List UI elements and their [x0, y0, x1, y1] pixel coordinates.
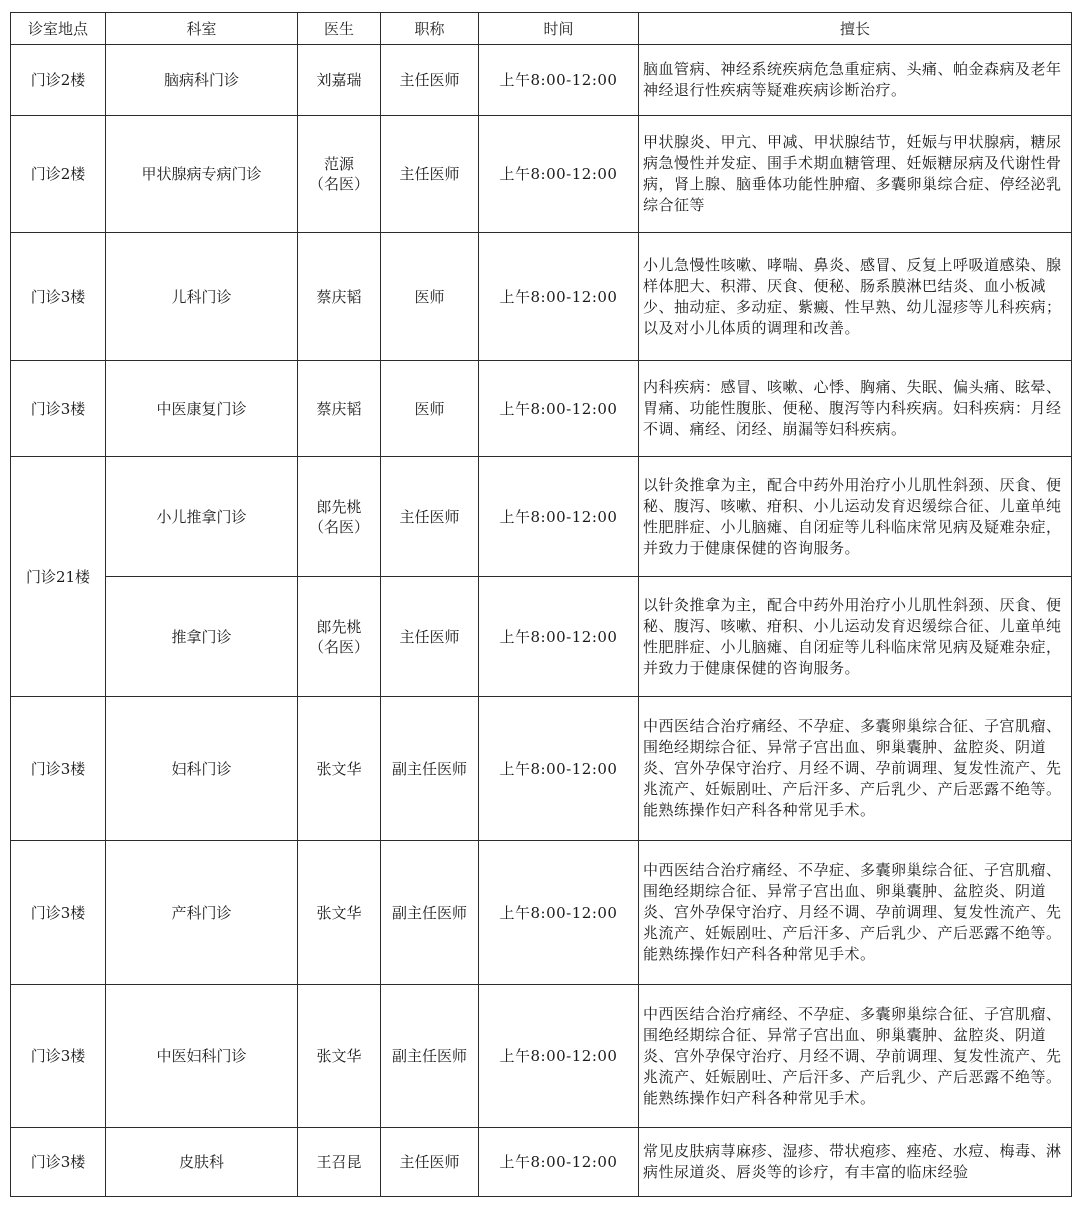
cell-location: 门诊3楼 [11, 233, 106, 361]
cell-doctor [298, 116, 381, 233]
cell-doctor [298, 361, 381, 457]
header-specialty: 擅长 [639, 13, 1072, 45]
doctor-name: 张文华 [316, 759, 362, 778]
cell-department: 甲状腺病专病门诊 [106, 116, 298, 233]
cell-department: 产科门诊 [106, 841, 298, 985]
table-row [11, 1128, 1072, 1197]
cell-title: 主任医师 [381, 116, 479, 233]
table-row [11, 233, 1072, 361]
table-row [11, 45, 1072, 116]
cell-specialty: 脑血管病、神经系统疾病危急重症病、头痛、帕金森病及老年神经退行性疾病等疑难疾病诊断治疗。 [639, 45, 1072, 116]
header-doctor: 医生 [298, 13, 381, 45]
cell-title: 主任医师 [381, 457, 479, 577]
cell-time: 上午8:00-12:00 [479, 697, 639, 841]
table-row [11, 361, 1072, 457]
doctor-name: 蔡庆韬 [316, 287, 362, 306]
cell-location-merged: 门诊21楼 [11, 457, 106, 697]
doctor-name: 郎先桃 [316, 497, 362, 516]
cell-title: 主任医师 [381, 577, 479, 697]
cell-doctor [298, 841, 381, 985]
header-title: 职称 [381, 13, 479, 45]
cell-specialty: 中西医结合治疗痛经、不孕症、多囊卵巢综合征、子宫肌瘤、围绝经期综合征、异常子宫出血、卵巢囊肿、盆腔炎、阴道炎、宫外孕保守治疗、月经不调、孕前调理、复发性流产、先兆流产、妊娠剧吐、产后汗多、产后乳少、产后恶露不绝等。能熟练操作妇产科各种常见手术。 [639, 697, 1072, 841]
doctor-name: 范源 [323, 155, 354, 173]
cell-specialty: 甲状腺炎、甲亢、甲减、甲状腺结节，妊娠与甲状腺病，糖尿病急慢性并发症、围手术期血糖管理、妊娠糖尿病及代谢性骨病，肾上腺、脑垂体功能性肿瘤、多囊卵巢综合症、停经泌乳综合征等 [639, 116, 1072, 233]
cell-doctor [298, 985, 381, 1128]
cell-department: 推拿门诊 [106, 577, 298, 697]
cell-title: 副主任医师 [381, 841, 479, 985]
header-department: 科室 [106, 13, 298, 45]
cell-location: 门诊3楼 [11, 1128, 106, 1197]
cell-department: 小儿推拿门诊 [106, 457, 298, 577]
cell-doctor [298, 45, 381, 116]
cell-department: 皮肤科 [106, 1128, 298, 1197]
cell-time: 上午8:00-12:00 [479, 361, 639, 457]
cell-department: 儿科门诊 [106, 233, 298, 361]
cell-title: 主任医师 [381, 1128, 479, 1197]
cell-doctor [298, 233, 381, 361]
cell-department: 中医康复门诊 [106, 361, 298, 457]
cell-location: 门诊3楼 [11, 361, 106, 457]
doctor-name: 蔡庆韬 [316, 399, 362, 418]
cell-specialty: 小儿急慢性咳嗽、哮喘、鼻炎、感冒、反复上呼吸道感染、腺样体肥大、积滞、厌食、便秘、肠系膜淋巴结炎、血小板减少、抽动症、多动症、紫癜、性早熟、幼儿湿疹等儿科疾病；以及对小儿体质的调理和改善。 [639, 233, 1072, 361]
cell-specialty: 内科疾病：感冒、咳嗽、心悸、胸痛、失眠、偏头痛、眩晕、胃痛、功能性腹胀、便秘、腹泻等内科疾病。妇科疾病：月经不调、痛经、闭经、崩漏等妇科疾病。 [639, 361, 1072, 457]
cell-location: 门诊3楼 [11, 841, 106, 985]
cell-time: 上午8:00-12:00 [479, 577, 639, 697]
cell-title: 医师 [381, 233, 479, 361]
cell-doctor [298, 457, 381, 577]
cell-location: 门诊3楼 [11, 985, 106, 1128]
famous-doctor-tag: （名医） [308, 637, 369, 656]
cell-specialty: 以针灸推拿为主，配合中药外用治疗小儿肌性斜颈、厌食、便秘、腹泻、咳嗽、疳积、小儿运动发育迟缓综合征、儿童单纯性肥胖症、小儿脑瘫、自闭症等儿科临床常见病及疑难杂症，并致力于健康保健的咨询服务。 [639, 577, 1072, 697]
table-row [11, 116, 1072, 233]
cell-doctor [298, 1128, 381, 1197]
famous-doctor-tag: （名医） [308, 175, 369, 193]
header-location: 诊室地点 [11, 13, 106, 45]
cell-title: 医师 [381, 361, 479, 457]
cell-title: 主任医师 [381, 45, 479, 116]
clinic-schedule-table [10, 12, 1072, 1197]
cell-location: 门诊2楼 [11, 45, 106, 116]
cell-department: 中医妇科门诊 [106, 985, 298, 1128]
table-row [11, 697, 1072, 841]
cell-time: 上午8:00-12:00 [479, 233, 639, 361]
famous-doctor-tag: （名医） [308, 517, 369, 536]
cell-time: 上午8:00-12:00 [479, 45, 639, 116]
cell-time: 上午8:00-12:00 [479, 116, 639, 233]
doctor-name: 张文华 [316, 903, 362, 922]
doctor-name: 刘嘉瑞 [316, 71, 362, 89]
cell-title: 副主任医师 [381, 697, 479, 841]
cell-specialty: 中西医结合治疗痛经、不孕症、多囊卵巢综合征、子宫肌瘤、围绝经期综合征、异常子宫出血、卵巢囊肿、盆腔炎、阴道炎、宫外孕保守治疗、月经不调、孕前调理、复发性流产、先兆流产、妊娠剧吐、产后汗多、产后乳少、产后恶露不绝等。能熟练操作妇产科各种常见手术。 [639, 985, 1072, 1128]
header-time: 时间 [479, 13, 639, 45]
cell-time: 上午8:00-12:00 [479, 1128, 639, 1197]
doctor-name: 郎先桃 [316, 617, 362, 636]
header-row [11, 13, 1072, 45]
cell-specialty: 中西医结合治疗痛经、不孕症、多囊卵巢综合征、子宫肌瘤、围绝经期综合征、异常子宫出血、卵巢囊肿、盆腔炎、阴道炎、宫外孕保守治疗、月经不调、孕前调理、复发性流产、先兆流产、妊娠剧吐、产后汗多、产后乳少、产后恶露不绝等。能熟练操作妇产科各种常见手术。 [639, 841, 1072, 985]
cell-title: 副主任医师 [381, 985, 479, 1128]
cell-time: 上午8:00-12:00 [479, 841, 639, 985]
cell-doctor [298, 697, 381, 841]
cell-doctor [298, 577, 381, 697]
cell-location: 门诊3楼 [11, 697, 106, 841]
table-row [11, 985, 1072, 1128]
doctor-name: 王召昆 [316, 1153, 362, 1171]
doctor-name: 张文华 [316, 1047, 362, 1065]
table-row [11, 577, 1072, 697]
cell-specialty: 以针灸推拿为主，配合中药外用治疗小儿肌性斜颈、厌食、便秘、腹泻、咳嗽、疳积、小儿运动发育迟缓综合征、儿童单纯性肥胖症、小儿脑瘫、自闭症等儿科临床常见病及疑难杂症，并致力于健康保健的咨询服务。 [639, 457, 1072, 577]
cell-time: 上午8:00-12:00 [479, 457, 639, 577]
cell-time: 上午8:00-12:00 [479, 985, 639, 1128]
cell-location: 门诊2楼 [11, 116, 106, 233]
table-row [11, 457, 1072, 577]
cell-department: 脑病科门诊 [106, 45, 298, 116]
cell-department: 妇科门诊 [106, 697, 298, 841]
cell-specialty: 常见皮肤病荨麻疹、湿疹、带状疱疹、痤疮、水痘、梅毒、淋病性尿道炎、唇炎等的诊疗，有丰富的临床经验 [639, 1128, 1072, 1197]
table-row [11, 841, 1072, 985]
